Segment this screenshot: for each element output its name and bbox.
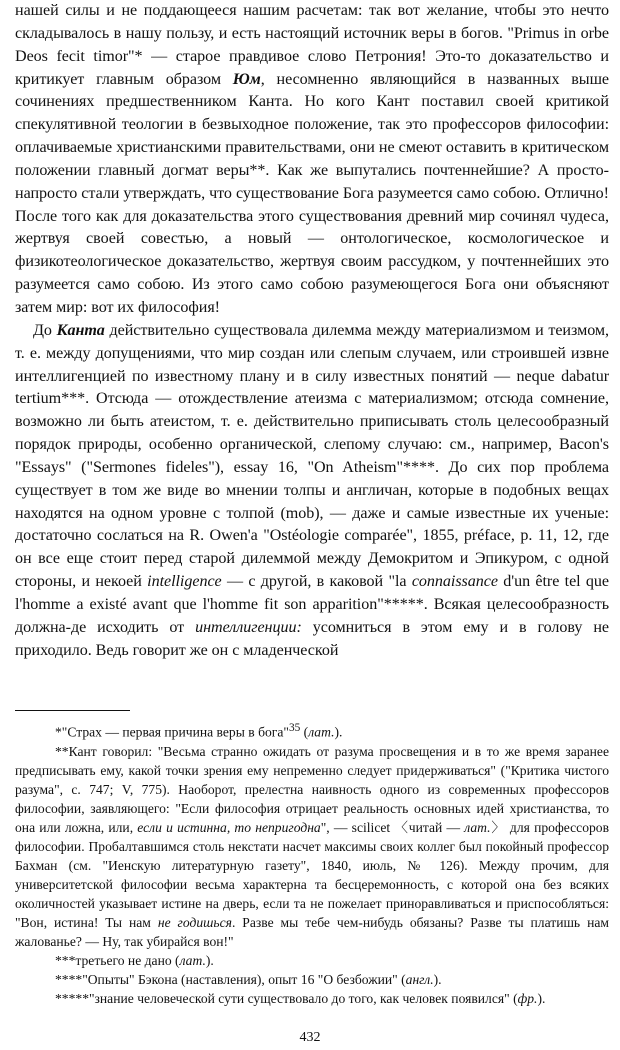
footnote-3 bbox=[15, 951, 609, 970]
text-run: **Кант говорил: "Весьма странно ожидать от разума просвещения и в то же время заранее предписывать ему, какой точки зрения ему непременно следует придерживаться" ("Критика чистого разума", с. 747; V, 775). Наоборот, прелестна наивность одного из современных профессоров философии, заявляющего: "Если философия отрицает реальность основных идей христианства, то она или ложна, или, bbox=[15, 743, 609, 835]
text-run: ( bbox=[300, 724, 309, 740]
text-run: ). bbox=[205, 953, 214, 969]
text-run: ). bbox=[433, 972, 442, 988]
emphasis-term: не годишься bbox=[157, 915, 232, 930]
paragraph-2 bbox=[15, 320, 609, 663]
emphasis-name: Юм bbox=[232, 70, 261, 88]
emphasis-lang: лат. bbox=[308, 724, 335, 740]
text-run: в богов. "Primus in orbe Deos fecit timor"* — старое правдивое слово bbox=[15, 24, 609, 65]
text-run: 〉 для профессоров философии. Пробалтавшимся столь некстати насчет максимы своих коллег был покойный профессор Бахман (см. "Иенскую литературную газету", 1840, июль, № 126). Между прочим, для университетской философии весьма характерна та бесцеремонность, с которой она без всяких околичностей указывает истине на дверь, если та не пожелает приноравливаться и приспособляться: "Вон, истина! Ты нам bbox=[15, 819, 609, 930]
emphasis-lang: англ. bbox=[405, 972, 434, 988]
emphasis-term: если и истинна, то непригодна bbox=[137, 819, 321, 835]
emphasis-lang: лат. bbox=[464, 819, 491, 835]
text-run: Петрония! Это-то доказательство и критикует главным образом bbox=[15, 47, 609, 88]
emphasis-name: Канта bbox=[56, 321, 105, 339]
text-run: ). bbox=[334, 724, 343, 740]
footnote-1 bbox=[15, 719, 609, 742]
footnotes bbox=[15, 719, 609, 1008]
footnote-2 bbox=[15, 742, 609, 952]
main-text bbox=[15, 0, 609, 662]
page-number: 432 bbox=[299, 1030, 321, 1045]
text-run: ", — scilicet 〈читай — bbox=[320, 819, 465, 835]
text-run: — с другой, в каковой "la bbox=[221, 573, 412, 591]
text-run: . Разве мы тебе чем-нибудь обязаны? Разве ты платишь нам жалованье? — Ну, так убирайся вон!" bbox=[15, 915, 609, 950]
text-run: До bbox=[33, 321, 57, 339]
footnote-divider bbox=[15, 710, 130, 711]
text-run: *"Страх — первая причина веры в бога" bbox=[55, 724, 289, 740]
text-run: d'un être tel que l'homme a existé avant que l'homme fit son apparition"*****. Всякая целесообразность должна-де исходить от bbox=[15, 573, 610, 636]
emphasis-term: интеллигенции: bbox=[195, 618, 302, 636]
paragraph-1 bbox=[15, 0, 609, 320]
footnote-5 bbox=[15, 989, 609, 1008]
text-run: *****"знание человеческой сути существовало до того, как человек появился" ( bbox=[55, 991, 518, 1007]
text-run: действительно существовала дилемма между материализмом и теизмом, т. е. между допущениями, что мир создан или слепым случаем, или строившей извне интеллигенцией по известному плану и в силу известных понятий — neque dabatur tertium***. Отсюда — отождествление атеизма с материализмом; отсюда сомнение, возможно ли быть атеистом, т. е. действительно приписывать столь целесообразный порядок природы, особенно органической, слепому случаю: см., например, Bacon's "Essays" ("Sermones fideles"), essay 16, "On Atheism"****. До сих пор проблема существует в том же виде во мнении толпы и англичан, которые в подобных вещах находятся на одном уровне с толпой (mob), — даже и самые известные их ученые: достаточно сослаться на R. Owen'a "Ostéologie comparée", 1855, préface, p. 11, 12, где он все еще стоит перед старой дилеммой между Демокритом и Эпикуром, с одной стороны, и некоей bbox=[15, 321, 609, 591]
emphasis-term: intelligence bbox=[147, 573, 222, 591]
emphasis-lang: фр. bbox=[517, 991, 538, 1007]
footnote-ref: 35 bbox=[288, 722, 301, 734]
text-run: ****"Опыты" Бэкона (наставления), опыт 16 "О безбожии" ( bbox=[55, 972, 406, 988]
emphasis-lang: лат. bbox=[179, 953, 206, 969]
text-run: это нечто складывалось в нашу пользу, и есть настоящий источник веры bbox=[15, 2, 609, 42]
text-run: усомниться в этом ему и в голову не приходило. Ведь говорит же он с младенческой bbox=[15, 618, 609, 659]
text-run: , несомненно являющийся в названных выше сочинениях предшественником Канта. Но кого Кант поставил своей критикой спекулятивной теологии в безвыходное положение, так это профессоров философии: оплачиваемые христианскими правительствами, они не смеют оставить в критическом положении главный догмат веры**. Как же выпутались почтеннейшие? А просто-напросто стали утверждать, что существование Бога разумеется само собою. Отлично! После того как для доказательства этого существования древний мир сочинял чудеса, жертвуя своей совестью, а новый — онтологическое, космологическое и физикотеологическое доказательство, жертвуя своим рассудком, у почтеннейших это разумеется само собою. Из этого само собою разумеющегося Бога они объясняют затем мир: вот их философия! bbox=[15, 70, 610, 316]
emphasis-term: connaissance bbox=[411, 573, 498, 591]
text-run: ***третьего не дано ( bbox=[55, 953, 180, 969]
text-run: нашей силы и не поддающееся нашим расчетам: так вот желание, чтобы bbox=[15, 2, 543, 19]
footnote-4 bbox=[15, 970, 609, 989]
text-run: ). bbox=[537, 991, 546, 1007]
